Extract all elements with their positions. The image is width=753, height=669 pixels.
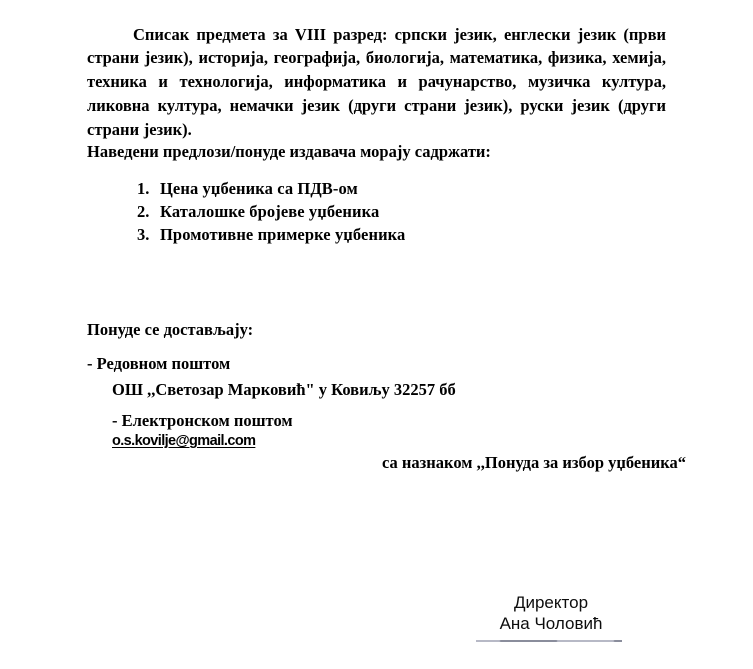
- signature-rule: [476, 640, 622, 642]
- signature-role: Директор: [513, 593, 589, 612]
- requirements-list: [137, 177, 557, 246]
- list-item-label: Промотивне примерке уџбеника: [160, 225, 406, 244]
- list-item-number: 1.: [137, 179, 150, 198]
- delivery-heading: Понуде се достављају:: [87, 320, 254, 339]
- intro-paragraph: Списак предмета за VIII разред: српски језик, енглески језик (први страни језик), историја, географија, биологија, математика, физика, хемија, техника и технологија, информатика и рачунарство, музичка култура, ликовна култура, немачки језик (други страни језик), руски језик (други страни језик).: [87, 24, 666, 139]
- list-item-number: 3.: [137, 225, 150, 244]
- requirements-heading: Наведени предлози/понуде издавача морају садржати:: [87, 142, 491, 161]
- delivery-email-link[interactable]: o.s.kovilje@gmail.com: [112, 433, 256, 449]
- delivery-postal-label: - Редовном поштом: [87, 354, 231, 373]
- list-item-number: 2.: [137, 202, 150, 221]
- list-item-label: Цена уџбеника са ПДВ-ом: [160, 179, 358, 198]
- delivery-email-label: - Електронском поштом: [112, 411, 293, 430]
- signature-block: [450, 592, 652, 634]
- list-item-label: Каталошке бројеве уџбеника: [160, 202, 380, 221]
- signature-name: Ана Чоловић: [499, 614, 603, 633]
- delivery-postal-address: ОШ ,,Светозар Марковић" у Ковиљу 32257 бб: [112, 380, 456, 399]
- list-item: [137, 177, 557, 200]
- list-item: [137, 200, 557, 223]
- delivery-note: са назнаком ,,Понуда за избор уџбеника“: [382, 453, 687, 472]
- list-item: [137, 223, 557, 246]
